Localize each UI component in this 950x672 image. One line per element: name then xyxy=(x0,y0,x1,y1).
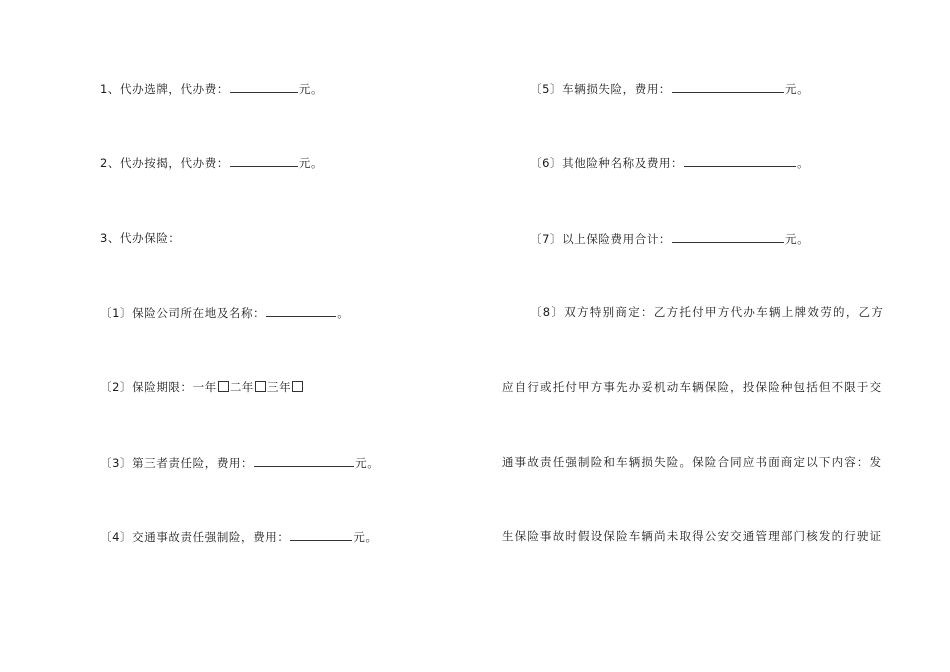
fee-blank[interactable] xyxy=(230,155,298,167)
item-suffix: 元。 xyxy=(785,82,810,96)
item-suffix: 元。 xyxy=(785,232,810,246)
option-two-year: 二年 xyxy=(229,380,255,394)
sub-insurance-period xyxy=(100,380,304,394)
sub-vehicle-damage xyxy=(530,81,809,96)
item-suffix: 元。 xyxy=(353,530,378,544)
item-label: 〔6〕其他险种名称及费用： xyxy=(530,156,684,170)
fee-blank[interactable] xyxy=(230,81,298,93)
fee-blank[interactable] xyxy=(290,529,352,541)
checkbox-three-year[interactable] xyxy=(292,381,303,392)
item-insurance xyxy=(100,231,181,245)
sub-compulsory xyxy=(100,529,378,544)
item-label: 2、代办按揭，代办费： xyxy=(100,156,229,170)
paragraph-line: 应自行或托付甲方事先办妥机动车辆保险，投保险种包括但不限于交 xyxy=(502,380,882,394)
fee-blank[interactable] xyxy=(254,455,354,467)
item-label: 〔4〕交通事故责任强制险，费用： xyxy=(100,530,290,544)
item-suffix: 。 xyxy=(797,156,810,170)
item-label: 1、代办选牌，代办费： xyxy=(100,82,229,96)
item-label: 〔5〕车辆损失险，费用： xyxy=(530,82,672,96)
paragraph-line: 生保险事故时假设保险车辆尚未取得公安交通管理部门核发的行驶证 xyxy=(502,529,882,543)
sub-special-agreement: 〔8〕双方特别商定：乙方托付甲方代办车辆上牌效劳的，乙方 xyxy=(530,305,885,319)
item-label: 〔2〕保险期限： xyxy=(100,380,193,394)
option-three-year: 三年 xyxy=(267,380,292,394)
other-blank[interactable] xyxy=(684,155,796,167)
item-label: 〔7〕以上保险费用合计： xyxy=(530,232,672,246)
sub-third-party xyxy=(100,455,379,470)
item-suffix: 元。 xyxy=(355,456,380,470)
item-label: 〔3〕第三者责任险，费用： xyxy=(100,456,254,470)
fee-blank[interactable] xyxy=(672,81,784,93)
option-one-year: 一年 xyxy=(192,380,217,394)
item-suffix: 。 xyxy=(337,306,350,320)
item-suffix: 元。 xyxy=(298,156,324,170)
item-suffix: 元。 xyxy=(298,82,324,96)
item-label: 〔1〕保险公司所在地及名称： xyxy=(100,306,266,320)
item-plate-selection xyxy=(100,81,323,96)
total-blank[interactable] xyxy=(672,231,784,243)
insurer-blank[interactable] xyxy=(266,305,336,317)
sub-other-insurance xyxy=(530,155,809,170)
item-label: 3、代办保险： xyxy=(100,231,181,245)
sub-total xyxy=(530,231,809,246)
item-mortgage xyxy=(100,155,323,170)
checkbox-two-year[interactable] xyxy=(255,381,266,392)
checkbox-one-year[interactable] xyxy=(218,381,229,392)
sub-insurer-name xyxy=(100,305,349,320)
paragraph-line: 通事故责任强制险和车辆损失险。保险合同应书面商定以下内容：发 xyxy=(502,455,882,469)
